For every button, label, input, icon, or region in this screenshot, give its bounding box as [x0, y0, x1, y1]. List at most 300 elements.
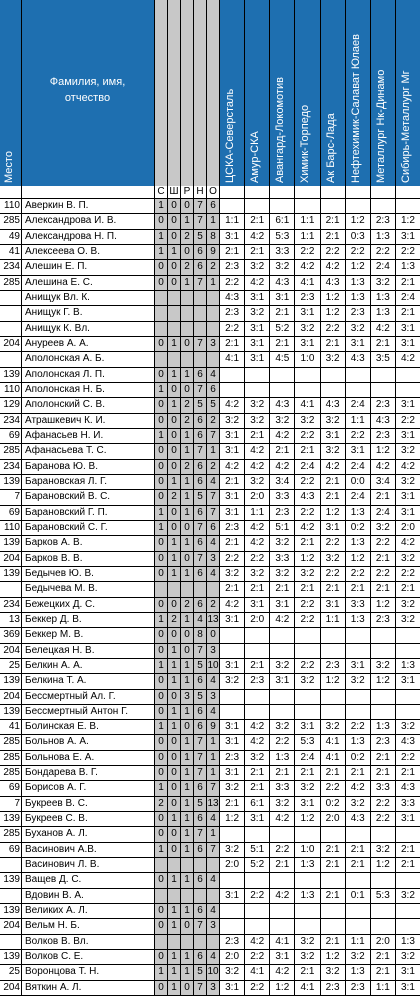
- result-cell: [219, 644, 244, 658]
- stat-cell: [206, 858, 219, 872]
- result-cell: 4:2: [244, 230, 269, 244]
- stat-cell: [180, 322, 193, 336]
- place-cell: 285: [3, 736, 20, 748]
- team-header: Ак Барс-Лада: [324, 113, 337, 183]
- result-cell: [244, 383, 269, 397]
- result-cell: 3:2: [395, 444, 420, 458]
- result-cell: 2:1: [244, 429, 269, 443]
- table-row: [0, 659, 420, 674]
- name-cell: Буханов А. Л.: [21, 827, 154, 841]
- result-cell: 4:2: [219, 460, 244, 474]
- result-cell: 4:1: [294, 276, 319, 290]
- table-row: [0, 398, 420, 413]
- result-cell: [320, 827, 345, 841]
- result-cell: 2:1: [320, 935, 345, 949]
- stat-cell: 5: [206, 398, 219, 412]
- result-cell: 5:2: [244, 858, 269, 872]
- name-cell: Анищук Вл. К.: [21, 291, 154, 305]
- stat-cell: [206, 889, 219, 903]
- result-cell: 1:2: [294, 812, 319, 826]
- result-cell: 4:3: [269, 398, 294, 412]
- result-cell: [269, 873, 294, 887]
- stat-cell: 4: [206, 812, 219, 826]
- result-cell: [395, 199, 420, 213]
- table-row: [0, 414, 420, 429]
- stat-cell: 0: [154, 873, 167, 887]
- result-cell: 1:2: [345, 214, 370, 228]
- place-cell: 49: [8, 230, 20, 242]
- name-cell: Букреев В. С.: [21, 797, 154, 811]
- result-cell: [294, 705, 319, 719]
- stat-cell: 0: [167, 230, 180, 244]
- result-cell: 1:0: [294, 352, 319, 366]
- stat-cell: 7: [193, 735, 206, 749]
- result-cell: 3:2: [269, 659, 294, 673]
- result-cell: 4:2: [244, 935, 269, 949]
- stat-cell: 1: [180, 766, 193, 780]
- stat-cell: 0: [167, 460, 180, 474]
- result-cell: [345, 904, 370, 918]
- name-header-line-1: Фамилия, имя,: [49, 76, 126, 88]
- stat-cell: 1: [180, 827, 193, 841]
- result-cell: 2:4: [395, 291, 420, 305]
- stat-cell: 4: [206, 873, 219, 887]
- stat-cell: 1: [167, 873, 180, 887]
- stat-cell: 3: [206, 644, 219, 658]
- result-cell: 2:3: [370, 214, 395, 228]
- table-row: [0, 475, 420, 490]
- name-cell: Ващев Д. С.: [21, 873, 154, 887]
- result-cell: [320, 383, 345, 397]
- stat-cell: 0: [167, 751, 180, 765]
- result-cell: 4:2: [320, 460, 345, 474]
- team-header: ЦСКА-Северсталь: [224, 88, 236, 183]
- result-cell: [219, 383, 244, 397]
- stat-label: Н: [193, 186, 206, 198]
- stat-cell: 1: [167, 720, 180, 734]
- result-cell: 1:3: [345, 506, 370, 520]
- stat-cell: 1: [180, 950, 193, 964]
- stat-cell: 7: [206, 429, 219, 443]
- column-divider: [180, 0, 181, 186]
- place-cell: 204: [3, 981, 20, 993]
- stat-cell: 1: [180, 781, 193, 795]
- table-row: [0, 965, 420, 980]
- blank-subcell: [269, 186, 294, 198]
- result-cell: 2:2: [370, 245, 395, 259]
- result-cell: 2:3: [294, 291, 319, 305]
- table-row: [0, 214, 420, 229]
- result-cell: [219, 690, 244, 704]
- result-cell: 0:1: [345, 889, 370, 903]
- column-divider: [206, 0, 207, 186]
- name-cell: Борисов А. Г.: [21, 781, 154, 795]
- stat-cell: 0: [180, 981, 193, 995]
- result-cell: 2:1: [395, 582, 420, 596]
- result-cell: 1:2: [320, 506, 345, 520]
- table-row: [0, 490, 420, 505]
- stat-cell: [167, 291, 180, 305]
- place-cell: 7: [14, 797, 20, 809]
- table-row: [0, 628, 420, 643]
- result-cell: [395, 873, 420, 887]
- stat-cell: 0: [154, 444, 167, 458]
- stat-label: Ш: [167, 186, 180, 198]
- place-cell: 285: [3, 828, 20, 840]
- result-cell: 3:1: [294, 306, 319, 320]
- result-cell: 2:3: [370, 613, 395, 627]
- table-row: [0, 245, 420, 260]
- stat-cell: 0: [154, 460, 167, 474]
- stat-cell: 0: [180, 919, 193, 933]
- result-cell: 0:2: [320, 797, 345, 811]
- name-cell: Аверкин В. П.: [21, 199, 154, 213]
- result-cell: 3:1: [395, 981, 420, 995]
- result-cell: [269, 705, 294, 719]
- result-cell: 2:2: [244, 950, 269, 964]
- stat-cell: 1: [154, 613, 167, 627]
- result-cell: 4:2: [294, 260, 319, 274]
- name-cell: Аполонская Л. П.: [21, 368, 154, 382]
- result-cell: 2:0: [219, 858, 244, 872]
- stat-cell: 0: [167, 781, 180, 795]
- place-cell: 7: [14, 491, 20, 503]
- stat-cell: [167, 935, 180, 949]
- result-cell: 3:2: [244, 414, 269, 428]
- result-cell: 2:4: [294, 751, 319, 765]
- place-cell: 139: [3, 567, 20, 579]
- stat-cell: [167, 889, 180, 903]
- result-cell: 4:3: [294, 490, 319, 504]
- result-cell: [345, 628, 370, 642]
- result-cell: 2:2: [269, 843, 294, 857]
- result-cell: 4:2: [370, 460, 395, 474]
- result-cell: [244, 199, 269, 213]
- result-cell: 2:0: [370, 935, 395, 949]
- result-cell: 3:1: [395, 490, 420, 504]
- name-cell: Больнов А. А.: [21, 735, 154, 749]
- stat-cell: 2: [180, 260, 193, 274]
- table-row: [0, 950, 420, 965]
- result-cell: 1:3: [370, 720, 395, 734]
- stat-cell: 2: [206, 598, 219, 612]
- stat-cell: 5: [193, 797, 206, 811]
- result-cell: 4:2: [269, 889, 294, 903]
- stat-cell: 7: [193, 919, 206, 933]
- stat-cell: 0: [154, 919, 167, 933]
- table-row: [0, 751, 420, 766]
- stat-cell: 6: [193, 873, 206, 887]
- result-cell: [219, 368, 244, 382]
- result-cell: 2:1: [269, 582, 294, 596]
- result-cell: 4:2: [320, 260, 345, 274]
- result-cell: 2:1: [294, 766, 319, 780]
- table-row: [0, 291, 420, 306]
- result-cell: 2:2: [244, 981, 269, 995]
- stat-cell: 6: [193, 950, 206, 964]
- stat-cell: 0: [154, 766, 167, 780]
- stat-cell: 1: [206, 276, 219, 290]
- stat-cell: [206, 352, 219, 366]
- table-row: [0, 935, 420, 950]
- stat-cell: 4: [206, 475, 219, 489]
- stat-cell: 6: [193, 720, 206, 734]
- result-cell: 5:1: [269, 521, 294, 535]
- result-cell: 3:3: [395, 797, 420, 811]
- result-cell: 1:3: [345, 291, 370, 305]
- name-cell: Вяткин А. Л.: [21, 981, 154, 995]
- result-cell: 1:3: [395, 260, 420, 274]
- stat-cell: 0: [206, 628, 219, 642]
- result-cell: 2:1: [219, 245, 244, 259]
- result-cell: 2:1: [395, 766, 420, 780]
- result-cell: 2:3: [269, 506, 294, 520]
- table-row: [0, 613, 420, 628]
- standings-table: [0, 199, 420, 996]
- stat-cell: 1: [180, 843, 193, 857]
- stat-cell: 9: [206, 720, 219, 734]
- table-row: [0, 536, 420, 551]
- name-cell: Алешина Е. С.: [21, 276, 154, 290]
- stat-cell: 1: [180, 797, 193, 811]
- result-cell: 3:3: [269, 490, 294, 504]
- place-cell: 139: [3, 368, 20, 380]
- stat-cell: 7: [193, 337, 206, 351]
- column-divider: [320, 0, 321, 186]
- result-cell: 4:3: [395, 735, 420, 749]
- result-cell: 3:1: [269, 598, 294, 612]
- result-cell: 2:1: [370, 766, 395, 780]
- result-cell: [294, 873, 319, 887]
- result-cell: [370, 919, 395, 933]
- result-cell: 2:0: [395, 521, 420, 535]
- name-cell: Белкин А. А.: [21, 659, 154, 673]
- stat-cell: 6: [193, 245, 206, 259]
- stat-cell: 1: [180, 904, 193, 918]
- result-cell: 2:3: [320, 981, 345, 995]
- name-cell: Барановский В. С.: [21, 490, 154, 504]
- result-cell: 3:2: [320, 444, 345, 458]
- result-cell: 3:1: [219, 444, 244, 458]
- blank-subcell: [345, 186, 370, 198]
- result-cell: 3:2: [269, 797, 294, 811]
- team-header: Нефтехимик-Салават Юлаев: [349, 33, 362, 183]
- place-cell: 234: [3, 261, 20, 273]
- stat-cell: 6: [193, 260, 206, 274]
- result-cell: 2:4: [345, 398, 370, 412]
- stat-cell: 6: [206, 383, 219, 397]
- result-cell: [320, 368, 345, 382]
- stat-cell: 1: [154, 429, 167, 443]
- result-cell: 3:2: [294, 322, 319, 336]
- result-cell: 3:1: [244, 291, 269, 305]
- result-cell: 3:2: [395, 720, 420, 734]
- result-cell: [345, 368, 370, 382]
- table-row: [0, 720, 420, 735]
- place-cell: [0, 889, 21, 903]
- stat-cell: 1: [180, 506, 193, 520]
- table-row: [0, 368, 420, 383]
- table-row: [0, 429, 420, 444]
- name-cell: Александрова И. В.: [21, 214, 154, 228]
- result-cell: 3:2: [219, 781, 244, 795]
- stat-cell: 0: [167, 628, 180, 642]
- result-cell: 3:2: [345, 322, 370, 336]
- stat-cell: 0: [167, 598, 180, 612]
- result-cell: 0:0: [345, 475, 370, 489]
- stat-cell: 4: [206, 904, 219, 918]
- stat-cell: 0: [167, 766, 180, 780]
- result-cell: 4:2: [269, 965, 294, 979]
- stat-cell: 0: [180, 552, 193, 566]
- stat-cell: 5: [193, 965, 206, 979]
- stat-cell: 1: [154, 383, 167, 397]
- result-cell: [370, 383, 395, 397]
- stat-cell: 0: [180, 644, 193, 658]
- result-cell: 2:1: [294, 536, 319, 550]
- stat-cell: 3: [206, 981, 219, 995]
- stat-cell: 10: [206, 965, 219, 979]
- result-cell: [345, 827, 370, 841]
- result-cell: [320, 628, 345, 642]
- stat-cell: [206, 291, 219, 305]
- stat-cell: 1: [167, 475, 180, 489]
- result-cell: 3:4: [370, 475, 395, 489]
- name-cell: Бежецких Д. С.: [21, 598, 154, 612]
- result-cell: 3:2: [320, 414, 345, 428]
- stat-cell: 0: [167, 506, 180, 520]
- result-cell: 3:1: [219, 889, 244, 903]
- table-row: [0, 567, 420, 582]
- result-cell: 2:1: [320, 230, 345, 244]
- table-row: [0, 904, 420, 919]
- stat-label: С: [154, 186, 167, 198]
- result-cell: [244, 904, 269, 918]
- stat-cell: 0: [154, 812, 167, 826]
- stat-cell: 6: [193, 598, 206, 612]
- team-header: Металлург Нк-Динамо: [374, 69, 387, 183]
- stat-cell: [154, 582, 167, 596]
- result-cell: 3:2: [244, 751, 269, 765]
- result-cell: 3:3: [345, 598, 370, 612]
- stat-cell: 1: [167, 368, 180, 382]
- stat-cell: 7: [193, 276, 206, 290]
- result-cell: 2:1: [370, 490, 395, 504]
- result-cell: 3:2: [219, 567, 244, 581]
- result-cell: [395, 827, 420, 841]
- stat-cell: 1: [154, 781, 167, 795]
- result-cell: 4:3: [370, 414, 395, 428]
- name-cell: Вдовин В. А.: [21, 889, 154, 903]
- stat-cell: 7: [206, 843, 219, 857]
- result-cell: 1:3: [345, 965, 370, 979]
- result-cell: 3:1: [395, 965, 420, 979]
- stat-cell: [193, 322, 206, 336]
- place-cell: 139: [3, 905, 20, 917]
- stat-cell: 9: [206, 245, 219, 259]
- result-cell: [370, 827, 395, 841]
- result-cell: 3:1: [294, 720, 319, 734]
- stat-cell: 1: [167, 536, 180, 550]
- result-cell: 3:1: [269, 950, 294, 964]
- result-cell: 2:1: [320, 858, 345, 872]
- result-cell: 3:1: [244, 352, 269, 366]
- stat-cell: 2: [180, 398, 193, 412]
- place-cell: 285: [3, 751, 20, 763]
- stat-cell: 1: [167, 950, 180, 964]
- place-cell: 25: [8, 966, 20, 978]
- stat-cell: 6: [193, 414, 206, 428]
- result-cell: 1:3: [294, 889, 319, 903]
- result-cell: 3:1: [219, 735, 244, 749]
- result-cell: [370, 199, 395, 213]
- stat-cell: 1: [154, 230, 167, 244]
- name-cell: Бедычев Ю. В.: [21, 567, 154, 581]
- result-cell: 2:1: [219, 797, 244, 811]
- name-cell: Васинович А.В.: [21, 843, 154, 857]
- result-cell: 1:3: [345, 276, 370, 290]
- result-cell: 2:1: [219, 337, 244, 351]
- result-cell: 1:3: [395, 659, 420, 673]
- stat-cell: 2: [206, 460, 219, 474]
- result-cell: 2:1: [244, 245, 269, 259]
- result-cell: 4:2: [294, 521, 319, 535]
- stat-cell: 4: [193, 613, 206, 627]
- stat-cell: [180, 306, 193, 320]
- stat-cell: [154, 322, 167, 336]
- result-cell: 2:1: [219, 582, 244, 596]
- stat-cell: 6: [193, 567, 206, 581]
- result-cell: 1:2: [269, 981, 294, 995]
- result-cell: 3:1: [395, 398, 420, 412]
- stat-cell: [193, 352, 206, 366]
- table-row: [0, 919, 420, 934]
- stat-cell: 6: [193, 429, 206, 443]
- stat-cell: 1: [154, 199, 167, 213]
- result-cell: [294, 690, 319, 704]
- result-cell: 2:1: [244, 659, 269, 673]
- result-cell: 3:2: [395, 475, 420, 489]
- result-cell: 4:1: [320, 751, 345, 765]
- result-cell: [294, 383, 319, 397]
- result-cell: [320, 644, 345, 658]
- place-cell: 204: [3, 337, 20, 349]
- name-cell: Великих А. Л.: [21, 904, 154, 918]
- stat-cell: 1: [180, 368, 193, 382]
- stat-cell: 1: [154, 245, 167, 259]
- result-cell: 2:2: [244, 552, 269, 566]
- result-cell: 2:2: [370, 567, 395, 581]
- place-cell: 204: [3, 690, 20, 702]
- table-row: [0, 674, 420, 689]
- result-cell: 2:2: [294, 613, 319, 627]
- result-cell: 4:2: [219, 398, 244, 412]
- stat-cell: 7: [193, 766, 206, 780]
- result-cell: 3:1: [244, 812, 269, 826]
- name-cell: Вельм Н. Б.: [21, 919, 154, 933]
- result-cell: 3:2: [269, 720, 294, 734]
- result-cell: 3:1: [219, 506, 244, 520]
- stat-cell: [167, 582, 180, 596]
- stat-cell: 0: [154, 490, 167, 504]
- result-cell: 3:1: [345, 337, 370, 351]
- stat-cell: 1: [167, 674, 180, 688]
- result-cell: 3:1: [219, 490, 244, 504]
- stat-cell: 4: [206, 567, 219, 581]
- stat-cell: 2: [206, 260, 219, 274]
- result-cell: [320, 904, 345, 918]
- result-cell: 3:2: [320, 552, 345, 566]
